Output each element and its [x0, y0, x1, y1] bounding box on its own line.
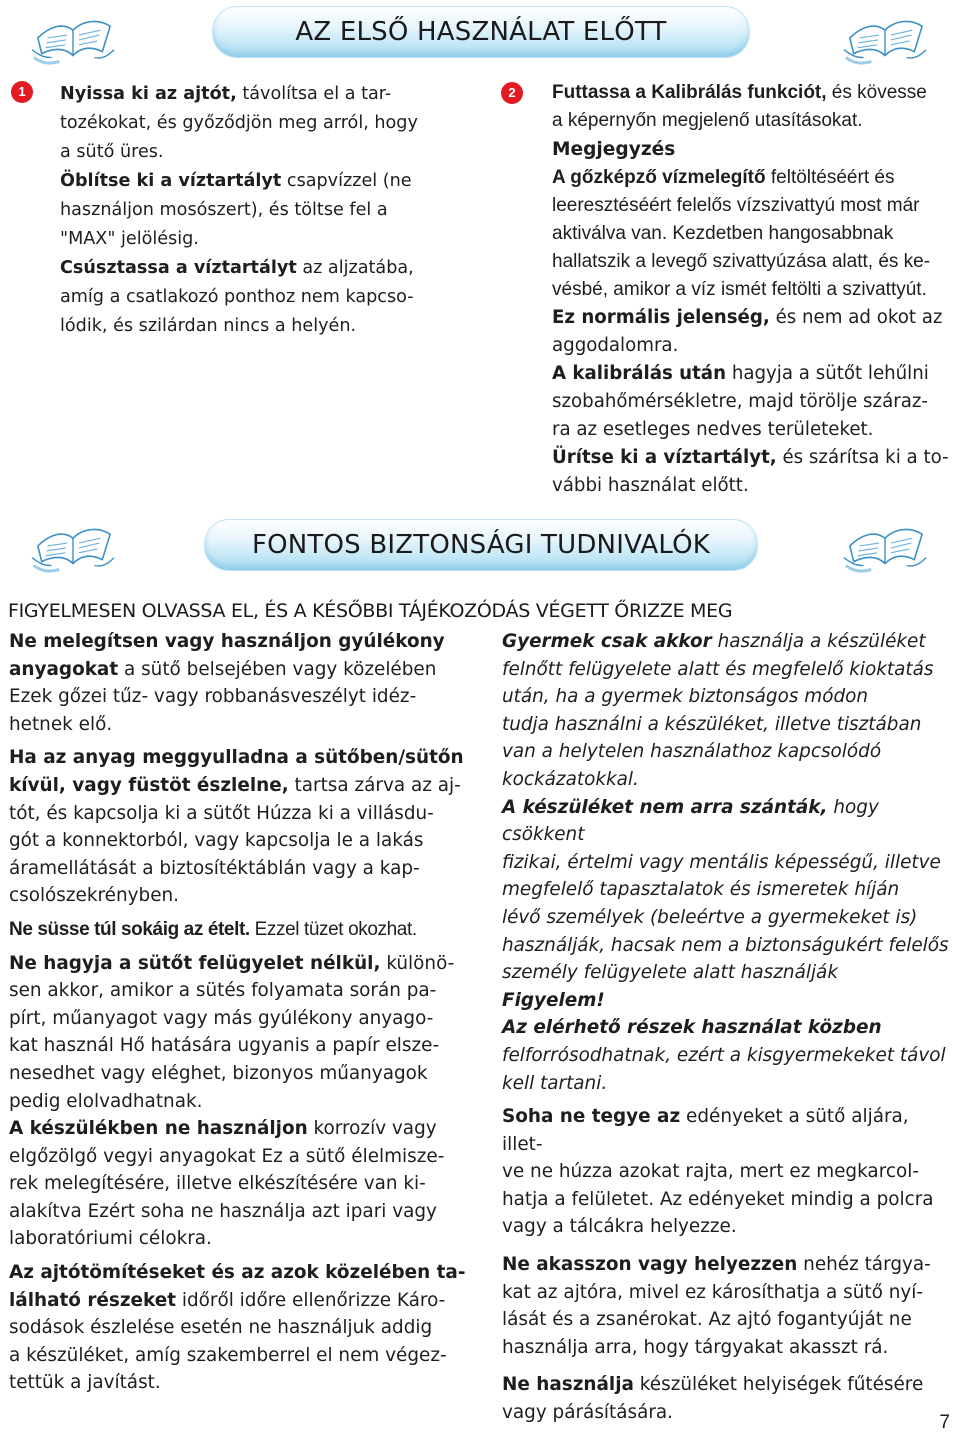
note-title: Megjegyzés: [552, 139, 676, 160]
step1-bold: Nyissa ki az ajtót,: [60, 84, 237, 104]
book-icon: [842, 516, 928, 574]
step-2-text: Futtassa a Kalibrálás funkciót, és kövesse a képernyőn megjelenő utasításokat. Megjegyzés A gőzképző vízmelegítő feltöltéséért és leeresztéséért felelős vízszivattyú most már aktiválva van. Kezdetben hangosabbnak hallatszik a levegő szivattyúzása alatt, és ke- vésbé, amikor a víz ismét feltölti a szivattyút. Ez normális jelenség, és nem ad okot az aggodalomra. A kalibrálás után hagyja a sütőt lehűlni szobahőmérsékletre, majd törölje száraz- ra az esetleges nedves területeket. Ürítse ki a víztartályt, és szárítsa ki a to- vábbi használat előtt.: [552, 82, 949, 496]
book-icon: [842, 8, 928, 66]
section-banner-first-use: AZ ELSŐ HASZNÁLAT ELŐTT: [212, 6, 750, 58]
section-banner-safety: FONTOS BIZTONSÁGI TUDNIVALÓK: [204, 519, 758, 571]
step-number-badge: 2: [501, 82, 523, 104]
book-icon: [30, 8, 116, 66]
safety-heading: FIGYELMESEN OLVASSA EL, ÉS A KÉSŐBBI TÁJÉKOZÓDÁS VÉGETT ŐRIZZE MEG: [8, 600, 733, 622]
page-number: 7: [939, 1412, 950, 1433]
book-icon: [30, 516, 116, 574]
step-number-badge: 1: [11, 81, 33, 103]
step-1-text: Nyissa ki az ajtót, távolítsa el a tar- tozékokat, és győződjön meg arról, hogy a sütő üres. Öblítse ki a víztartályt csapvízzel (ne használjon mosószert), és töltse fel a "MAX" jelölésig. Csúsztassa a víztartályt az aljzatába, amíg a csatlakozó ponthoz nem kapcso- lódik, és szilárdan nincs a helyén.: [60, 84, 418, 336]
safety-left-column: Ne melegítsen vagy használjon gyúlékony anyagokat a sütő belsejében vagy közelében Ezek gőzei tűz- vagy robbanásveszélyt idéz- hetnek elő. Ha az anyag meggyulladna a sütőben/sütőn kívül, vagy füstöt észlelne, tartsa zárva az aj- tót, és kapcsolja ki a sütőt Húzza ki a villásdu- gót a konnektorból, vagy kapcsolja le a lakás áramellátását a biztosítéktáblán vagy a kap- csolószekrényben. Ne süsse túl sokáig az ételt. Ezzel tüzet okozhat. Ne hagyja a sütőt felügyelet nélkül, különö- sen akkor, amikor a sütés folyamata során pa- pírt, műanyagot vagy más gyúlékony anyago- kat használ Hő hatására ugyanis a papír elsze- nesedhet vagy eléghet, bizonyos műanyagok pedig elolvadhatnak. A készülékben ne használjon korrozív vagy elgőzölgő vegyi anyagokat Ez a sütő élelmisze- rek melegítésére, illetve elkészítésére van ki- alakítva Ezért soha ne használja azt ipari vagy laboratóriumi célokra. Az ajtótömítéseket és az azok közelében ta- lálható részeket időről időre ellenőrizze Káro- sodások észlelése esetén ne használjuk addig a készüléket, amíg szakemberrel el nem végez- tettük a javítást.: [9, 631, 466, 1394]
safety-right-column: Gyermek csak akkor használja a készüléket felnőtt felügyelete alatt és megfelelő kioktatás után, ha a gyermek biztonságos módon tudja használni a készüléket, illetve tisztában van a helytelen használathoz kapcsolódó kockázatokkal. A készüléket nem arra szánták, hogy csökkent fizikai, értelmi vagy mentális képességű, illetve megfelelő tapasztalatok és ismeretek híján lévő személyek (beleértve a gyermekeket is) használják, hacsak nem a biztonságukért felelős személy felügyelete alatt használják Figyelem! Az elérhető részek használat közben felforrósodhatnak, ezért a kisgyermekeket távol kell tartani. Soha ne tegye az edényeket a sütő aljára, illet- ve ne húzza azokat rajta, mert ez megkarcol- hatja a felületet. Az edényeket mindig a polcra vagy a tálcákra helyezze. Ne akasszon vagy helyezzen nehéz tárgya- kat az ajtóra, mivel ez károsíthatja a sütő nyí- lását és a zsanérokat. Az ajtó fogantyúját ne használja arra, hogy tárgyakat akasszt rá. Ne használja készüléket helyiségek fűtésére vagy párásítására.: [502, 631, 949, 1424]
